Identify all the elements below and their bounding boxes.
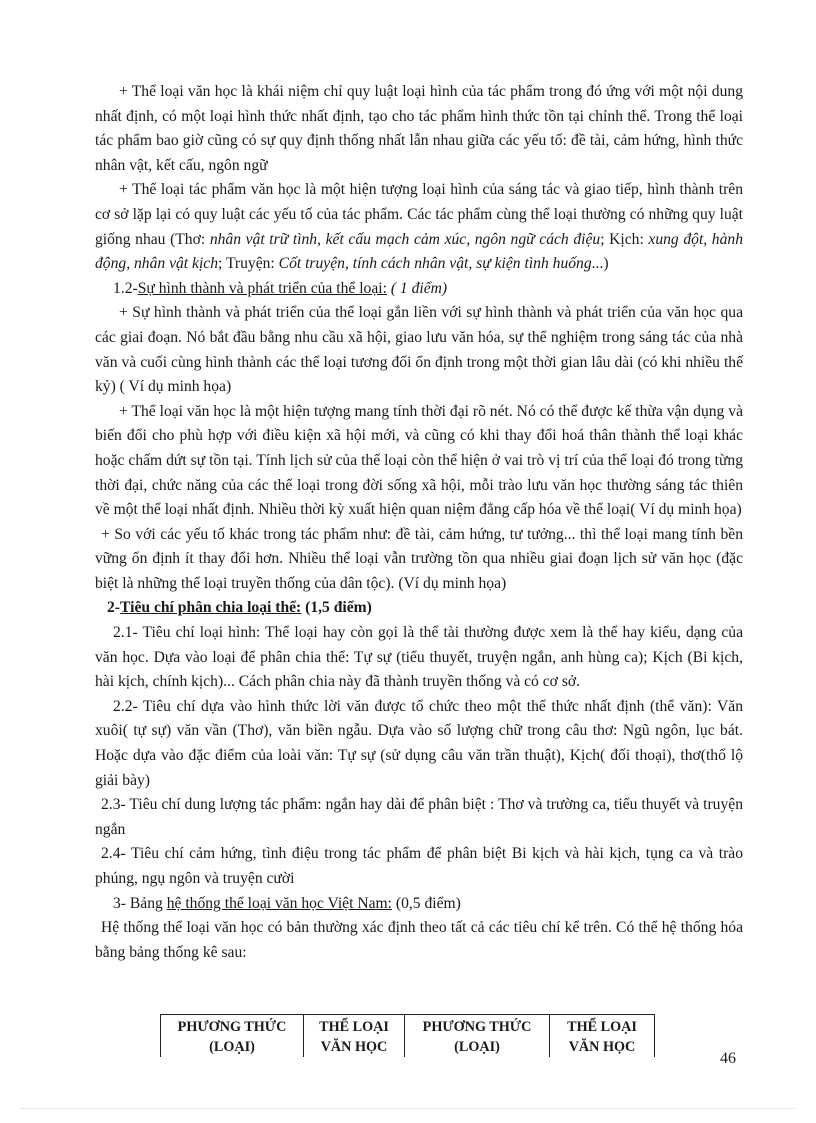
header-line: THỂ LOẠI bbox=[567, 1019, 637, 1035]
paragraph-system-intro: Hệ thống thể loại văn học có bản thường xác định theo tất cả các tiêu chí kể trên. Có thể hệ thống hóa bằng bảng thống kê sau: bbox=[95, 919, 743, 961]
genre-system-table bbox=[160, 1014, 655, 1057]
p2-story-label: ; Truyện: bbox=[218, 255, 279, 273]
heading-2-score: (1,5 điểm) bbox=[305, 599, 372, 617]
paragraph-criteria-2-1: 2.1- Tiêu chí loại hình: Thể loại hay còn gọi là thể tài thường được xem là thể hay kiểu, dạng của văn học. Dựa vào loại để phân chia thể: Tự sự (tiểu thuyết, truyện ngắn, anh hùng ca); Kịch (Bi kịch, hài kịch, chính kịch)... Cách phân chia này đã thành truyền thống và có cơ sở. bbox=[95, 624, 743, 691]
heading-2-number: 2- bbox=[107, 599, 120, 617]
heading-1-2-number: 1.2- bbox=[113, 279, 138, 297]
heading-3 bbox=[95, 892, 743, 917]
header-line: VĂN HỌC bbox=[320, 1039, 388, 1055]
header-line: PHƯƠNG THỨC bbox=[177, 1019, 287, 1035]
header-line: THỂ LOẠI bbox=[319, 1019, 389, 1035]
paragraph-criteria-2-2: 2.2- Tiêu chí dựa vào hình thức lời văn được tổ chức theo một thể thức nhất định (thể văn): Văn xuôi( tự sự) văn vần (Thơ), văn biền ngẫu. Dựa vào số lượng chữ trong câu thơ: Ngũ ngôn, lục bát. Hoặc dựa vào đặc điểm của loài văn: Tự sự (sử dụng câu văn trần thuật), Kịch( đối thoại), thơ(thổ lộ giải bày) bbox=[95, 697, 743, 789]
p2-end: ...) bbox=[591, 255, 609, 273]
header-line: PHƯƠNG THỨC bbox=[422, 1019, 532, 1035]
table-header-row bbox=[161, 1015, 655, 1058]
heading-1-2 bbox=[95, 277, 743, 302]
p2-story-traits: Cốt truyện, tính cách nhân vật, sự kiện tình huống bbox=[278, 255, 592, 273]
heading-2 bbox=[95, 596, 743, 621]
heading-3-number: 3- Bảng bbox=[113, 894, 167, 912]
table-header-cell bbox=[405, 1015, 550, 1058]
p2-drama-traits: xung đột, hành động, nhân vật kịch bbox=[95, 230, 743, 273]
p2-poetry-traits: nhân vật trữ tình, kết cấu mạch cảm xúc, ngôn ngữ cách điệu bbox=[209, 230, 601, 248]
p2-drama-label: ; Kịch: bbox=[600, 230, 649, 248]
paragraph-criteria-2-4: 2.4- Tiêu chí cảm hứng, tình điệu trong tác phẩm để phân biệt Bi kịch và hài kịch, tụng ca và trào phúng, ngụ ngôn và truyện cười bbox=[95, 845, 743, 887]
paragraph-stability: + So với các yếu tố khác trong tác phẩm như: đề tài, cảm hứng, tư tưởng... thì thể loại mang tính bền vững ổn định ít thay đổi hơn. Nhiều thể loại vẫn trường tồn qua nhiều giai đoạn lịch sử văn học (đặc biệt là những thể loại truyền thống của dân tộc). (Ví dụ minh họa) bbox=[95, 525, 743, 592]
heading-1-2-score: ( 1 điểm) bbox=[390, 279, 448, 297]
heading-2-title: Tiêu chí phân chia loại thể: bbox=[120, 599, 302, 617]
paragraph-criteria-2-3: 2.3- Tiêu chí dung lượng tác phẩm: ngắn hay dài để phân biệt : Thơ và trường ca, tiểu thuyết và truyện ngắn bbox=[95, 796, 743, 838]
page-bottom-divider bbox=[20, 1108, 796, 1109]
table-header-cell bbox=[550, 1015, 655, 1058]
paragraph-formation: + Sự hình thành và phát triển của thể loại gắn liền với sự hình thành và phát triển của văn học qua các giai đoạn. Nó bắt đầu bằng nhu cầu xã hội, giao lưu văn hóa, sự thể nghiệm trong sáng tác của nhà văn và cuối cùng hình thành các thể loại tương đối ổn định trong một thời gian lâu dài (có khi nhiều thế kỷ) ( Ví dụ minh họa) bbox=[95, 304, 743, 396]
paragraph-genre-definition: + Thể loại văn học là khái niệm chỉ quy luật loại hình của tác phẩm trong đó ứng với một nội dung nhất định, có một loại hình thức nhất định, tạo cho tác phẩm hình thức tồn tại chỉnh thể. Trong thể loại tác phẩm bao giờ cũng có sự quy định thống nhất lẫn nhau giữa các yếu tố: đề tài, cảm hứng, hình thức nhân vật, kết cấu, ngôn ngữ bbox=[95, 83, 743, 174]
paragraph-genre-phenomenon bbox=[95, 178, 743, 276]
heading-3-score: (0,5 điểm) bbox=[395, 894, 461, 912]
table-header-cell bbox=[161, 1015, 304, 1058]
header-line: (LOẠI) bbox=[209, 1039, 255, 1055]
document-body bbox=[95, 80, 743, 965]
page-number: 46 bbox=[720, 1050, 736, 1067]
p2-text: + Thể loại tác phẩm văn học là một hiện tượng loại hình của sáng tác và giao tiếp, hình thành trên cơ sở lặp lại có quy luật các yếu tố của tác phẩm. Các tác phẩm cùng thể loại thường có những quy luật giống nhau (Thơ: bbox=[95, 181, 743, 248]
header-line: VĂN HỌC bbox=[568, 1039, 636, 1055]
heading-1-2-title: Sự hình thành và phát triển của thể loại: bbox=[137, 279, 387, 297]
table-header-cell bbox=[304, 1015, 405, 1058]
header-line: (LOẠI) bbox=[454, 1039, 500, 1055]
paragraph-historicity: + Thể loại văn học là một hiện tượng mang tính thời đại rõ nét. Nó có thể được kế thừa vận dụng và biến đổi cho phù hợp với điều kiện xã hội mới, và cũng có khi thay đổi hoá thân thành thể loại khác hoặc chấm dứt sự tồn tại. Tính lịch sử của thể loại còn thể hiện ở vai trò vị trí của thể loại đó trong từng thời đại, chức năng của các thể loại trong đời sống xã hội, mỗi trào lưu văn học thường sáng tác thiên về một thể loại nhất định. Nhiều thời kỳ xuất hiện quan niệm đẳng cấp hóa về thể loại( Ví dụ minh họa) bbox=[95, 402, 743, 519]
heading-3-title: hệ thống thể loại văn học Việt Nam: bbox=[166, 894, 392, 912]
